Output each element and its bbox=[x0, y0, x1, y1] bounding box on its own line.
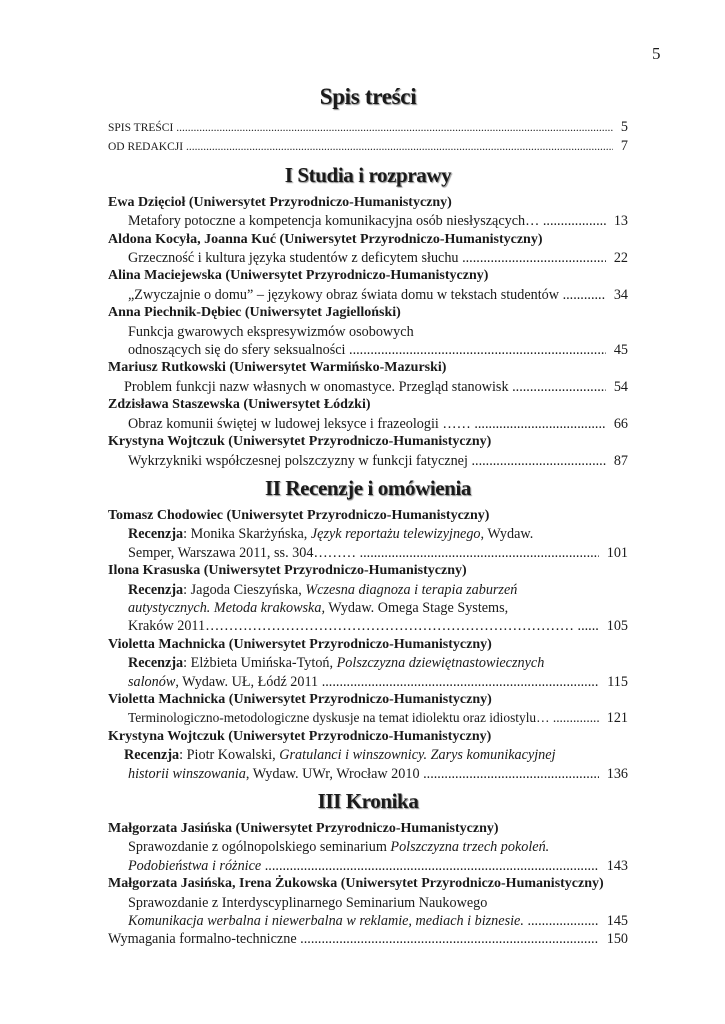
review-label: Recenzja bbox=[124, 747, 180, 764]
toc-page: 34 bbox=[613, 286, 628, 303]
entry-author: Ilona Krasuska (Uniwersytet Przyrodniczo-Humanistyczny) bbox=[108, 563, 467, 579]
entry-author: Małgorzata Jasińska, Irena Żukowska (Uniwersytet Przyrodniczo-Humanistyczny) bbox=[108, 876, 604, 892]
entry-review: Recenzja: Elżbieta Umińska-Tytoń, Polszczyzna dziewiętnastowiecznych bbox=[128, 655, 545, 672]
work-title: Język reportażu telewizyjnego bbox=[310, 526, 481, 543]
toc-page: 143 bbox=[606, 857, 628, 874]
page-number: 5 bbox=[652, 44, 661, 63]
toc-page: 45 bbox=[613, 342, 628, 359]
toc-page: 22 bbox=[613, 250, 628, 267]
entry-author: Krystyna Wojtczuk (Uniwersytet Przyrodniczo-Humanistyczny) bbox=[108, 728, 492, 744]
section-title: II Recenzje i omówienia bbox=[265, 475, 471, 500]
section-title: I Studia i rozprawy bbox=[284, 162, 452, 187]
entry-title: Sprawozdanie z Interdyscyplinarnego Seminarium Naukowego bbox=[128, 894, 488, 911]
toc-page: 54 bbox=[613, 378, 628, 395]
toc-page: 101 bbox=[606, 544, 628, 561]
entry-author: Violetta Machnicka (Uniwersytet Przyrodniczo-Humanistyczny) bbox=[108, 691, 492, 707]
reviewed-author: Piotr Kowalski, bbox=[186, 747, 280, 764]
table-of-contents bbox=[108, 84, 628, 949]
toc-entry bbox=[108, 875, 628, 930]
entry-author: Violetta Machnicka (Uniwersytet Przyrodniczo-Humanistyczny) bbox=[108, 636, 492, 652]
entry-title-cont bbox=[128, 857, 599, 875]
entry-title: Obraz komunii świętej w ludowej leksyce i frazeologii …… ..... bbox=[128, 415, 606, 433]
work-title-cont: Podobieństwa i różnice bbox=[128, 857, 262, 874]
reviewed-author: Elżbieta Umińska-Tytoń, bbox=[190, 655, 337, 672]
entry-title: Metafory potoczne a kompetencja komunikacyjna osób niesłyszących… ..... bbox=[128, 212, 606, 230]
toc-entry-spis bbox=[108, 118, 628, 137]
entry-review: Recenzja: Monika Skarżyńska, Język reportażu telewizyjnego, Wydaw. bbox=[128, 526, 534, 543]
entry-review-cont bbox=[108, 599, 628, 617]
toc-entry bbox=[108, 396, 628, 433]
entry-author: Mariusz Rutkowski (Uniwersytet Warmińsko-Mazurski) bbox=[108, 360, 447, 376]
toc-entry bbox=[108, 562, 628, 636]
entry-title: Grzeczność i kultura języka studentów z deficytem słuchu ..... bbox=[128, 249, 606, 267]
entry-author: Krystyna Wojtczuk (Uniwersytet Przyrodniczo-Humanistyczny) bbox=[108, 434, 492, 450]
toc-page: 121 bbox=[606, 710, 628, 727]
toc-entry bbox=[108, 691, 628, 728]
reviewed-author: Jagoda Cieszyńska, bbox=[190, 581, 306, 598]
entry-author: Alina Maciejewska (Uniwersytet Przyrodniczo-Humanistyczny) bbox=[108, 268, 489, 284]
entry-title: Funkcja gwarowych ekspresywizmów osobowych bbox=[128, 323, 414, 340]
toc-page: 66 bbox=[613, 415, 628, 432]
toc-entry bbox=[108, 728, 628, 783]
toc-entry bbox=[108, 507, 628, 562]
entry-title bbox=[108, 838, 628, 856]
entry-title: Wykrzykniki współczesnej polszczyzny w funkcji fatycznej ..... bbox=[128, 452, 606, 470]
entry-title: Terminologiczno-metodologiczne dyskusje na temat idiolektu oraz idiostylu… ..... bbox=[128, 709, 599, 727]
toc-entry-closing bbox=[108, 930, 628, 948]
entry-review: Recenzja: Piotr Kowalski, Gratulanci i winszownicy. Zarys komunikacyjnej bbox=[124, 747, 556, 764]
toc-entry bbox=[108, 231, 628, 268]
entry-title: Problem funkcji nazw własnych w onomastyce. Przegląd stanowisk ..... bbox=[124, 378, 606, 396]
publisher: , Wydaw. UŁ, Łódź 2011 bbox=[175, 673, 319, 690]
entry-title-cont: Kraków 2011…………………………………………………………………… ..... bbox=[128, 617, 599, 635]
toc-entry bbox=[108, 820, 628, 875]
entry-author: Małgorzata Jasińska (Uniwersytet Przyrodniczo-Humanistyczny) bbox=[108, 821, 499, 836]
reviewed-author: Monika Skarżyńska, bbox=[190, 526, 311, 543]
toc-entry-od-redakcji bbox=[108, 137, 628, 156]
toc-page: 136 bbox=[606, 765, 628, 782]
toc-page: 115 bbox=[607, 673, 628, 690]
toc-page: 7 bbox=[620, 138, 628, 155]
toc-page: 150 bbox=[606, 931, 628, 948]
work-title: Polszczyzna trzech pokoleń. bbox=[390, 839, 550, 856]
entry-title-cont bbox=[128, 673, 599, 691]
work-title: Polszczyzna dziewiętnastowiecznych bbox=[336, 655, 545, 672]
entry-title-cont bbox=[128, 765, 599, 783]
toc-page: 13 bbox=[613, 213, 628, 230]
entry-title-text: Sprawozdanie z ogólnopolskiego seminarium bbox=[128, 839, 391, 856]
entry-review: Recenzja: Jagoda Cieszyńska, Wczesna diagnoza i terapia zaburzeń bbox=[128, 581, 518, 598]
entry-author: Anna Piechnik-Dębiec (Uniwersytet Jagielloński) bbox=[108, 305, 401, 321]
review-label: Recenzja bbox=[128, 581, 184, 598]
work-title: Wczesna diagnoza i terapia zaburzeń bbox=[305, 581, 518, 598]
entry-title: Wymagania formalno-techniczne ..... bbox=[108, 930, 599, 948]
toc-entry bbox=[108, 304, 628, 359]
entry-title-cont: odnoszących się do sfery seksualności ..... bbox=[128, 341, 606, 359]
work-title: Gratulanci i winszownicy. Zarys komunikacyjnej bbox=[279, 747, 556, 764]
review-label: Recenzja bbox=[128, 526, 184, 543]
toc-page: 105 bbox=[606, 618, 628, 635]
toc-entry bbox=[108, 194, 628, 231]
toc-entry bbox=[108, 433, 628, 470]
entry-author: Tomasz Chodowiec (Uniwersytet Przyrodniczo-Humanistyczny) bbox=[108, 507, 490, 523]
toc-page: 87 bbox=[613, 452, 628, 469]
entry-title: „Zwyczajnie o domu” – językowy obraz świata domu w tekstach studentów ..... bbox=[128, 286, 606, 304]
publisher: , Wydaw. UWr, Wrocław 2010 bbox=[245, 765, 420, 782]
work-title-cont: autystycznych. Metoda krakowska, bbox=[128, 599, 325, 616]
toc-entry bbox=[108, 636, 628, 691]
work-title-cont: historii winszowania bbox=[128, 765, 246, 782]
toc-entry-label: OD REDAKCJI ..... bbox=[108, 138, 613, 156]
section-title: III Kronika bbox=[317, 789, 419, 813]
toc-title: Spis treści bbox=[319, 84, 417, 109]
review-label: Recenzja bbox=[128, 655, 184, 672]
entry-author: Aldona Kocyła, Joanna Kuć (Uniwersytet Przyrodniczo-Humanistyczny) bbox=[108, 231, 543, 247]
toc-entry bbox=[108, 267, 628, 304]
toc-entry bbox=[108, 359, 628, 396]
entry-author: Zdzisława Staszewska (Uniwersytet Łódzki) bbox=[108, 397, 371, 413]
toc-entry-label: SPIS TREŚCI ..... bbox=[108, 119, 613, 137]
publisher: Wydaw. Omega Stage Systems, bbox=[325, 599, 509, 616]
publisher: , Wydaw. bbox=[480, 526, 534, 543]
work-title-cont: salonów bbox=[128, 673, 176, 690]
toc-page: 5 bbox=[620, 119, 628, 135]
entry-title-cont: Semper, Warszawa 2011, ss. 304……… ..... bbox=[128, 544, 599, 562]
toc-page: 145 bbox=[606, 913, 628, 930]
entry-title-cont bbox=[128, 912, 599, 930]
entry-author: Ewa Dzięcioł (Uniwersytet Przyrodniczo-Humanistyczny) bbox=[108, 194, 452, 210]
work-title: Komunikacja werbalna i niewerbalna w reklamie, mediach i biznesie. bbox=[128, 913, 524, 930]
